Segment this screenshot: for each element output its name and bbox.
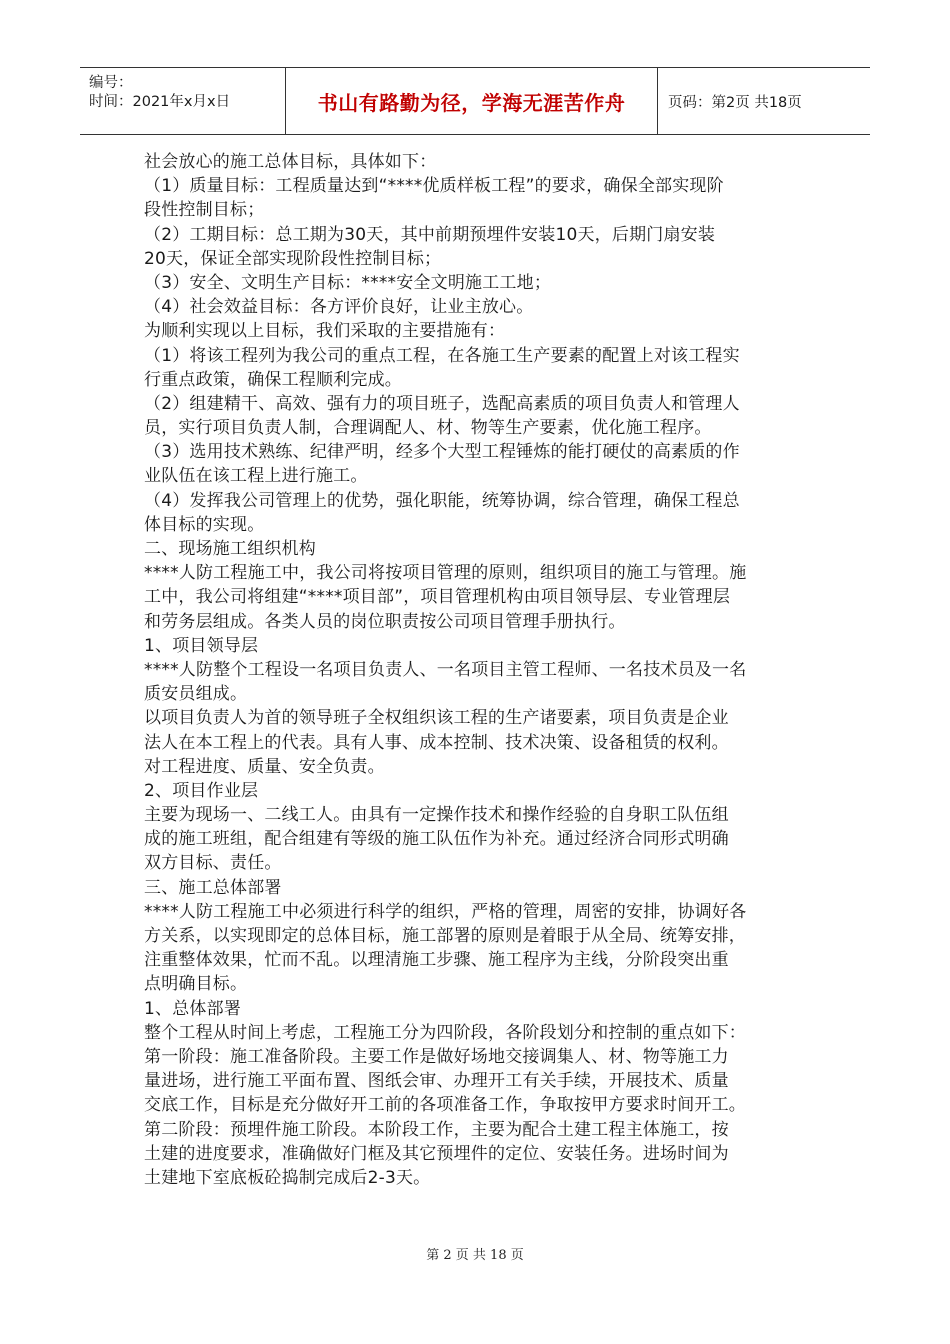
body-text-line: 以项目负责人为首的领导班子全权组织该工程的生产诸要素，项目负责是企业: [144, 708, 729, 729]
page-header: [80, 67, 870, 135]
body-text-line: 双方目标、责任。: [144, 853, 282, 874]
document-number-label: 编号：: [89, 75, 133, 91]
body-text-line: 三、施工总体部署: [144, 877, 282, 898]
body-text-line: 主要为现场一、二线工人。由具有一定操作技术和操作经验的自身职工队伍组: [144, 805, 729, 826]
body-text-line: 交底工作，目标是充分做好开工前的各项准备工作，争取按甲方要求时间开工。: [144, 1095, 746, 1116]
document-body: [144, 150, 810, 1190]
body-text-line: 方关系，以实现即定的总体目标，施工部署的原则是着眼于从全局、统筹安排，: [144, 926, 746, 946]
body-text-line: （4）社会效益目标：各方评价良好，让业主放心。: [144, 297, 534, 318]
body-text-line: （1）质量目标：工程质量达到“****优质样板工程”的要求，确保全部实现阶: [144, 176, 724, 197]
body-text-line: （2）工期目标：总工期为30天，其中前期预埋件安装10天，后期门扇安装: [144, 224, 716, 245]
body-text-line: 和劳务层组成。各类人员的岗位职责按公司项目管理手册执行。: [144, 611, 626, 632]
body-text-line: （1）将该工程列为我公司的重点工程，在各施工生产要素的配置上对该工程实: [144, 345, 740, 366]
body-text-line: 二、现场施工组织机构: [144, 539, 316, 559]
body-text-line: ****人防工程施工中，我公司将按项目管理的原则，组织项目的施工与管理。施: [144, 563, 747, 584]
header-motto: 书山有路勤为径，学海无涯苦作舟: [285, 68, 658, 134]
body-text-line: 土建的进度要求，准确做好门框及其它预埋件的定位、安装任务。进场时间为: [144, 1143, 729, 1164]
body-text-line: 段性控制目标；: [144, 200, 265, 221]
body-text-line: 工中，我公司将组建“****项目部”，项目管理机构由项目领导层、专业管理层: [144, 587, 731, 608]
body-text-line: 成的施工班组，配合组建有等级的施工队伍作为补充。通过经济合同形式明确: [144, 829, 729, 850]
body-text-line: 1、总体部署: [144, 998, 242, 1019]
header-page-info: 页码：第2页 共18页: [668, 94, 802, 111]
body-text-line: 第二阶段：预埋件施工阶段。本阶段工作，主要为配合土建工程主体施工，按: [144, 1119, 729, 1140]
body-text-line: ****人防工程施工中必须进行科学的组织，严格的管理，周密的安排，协调好各: [144, 901, 747, 922]
body-text-line: （3）选用技术熟练、纪律严明，经多个大型工程锤炼的能打硬仗的高素质的作: [144, 442, 740, 463]
body-text-line: 整个工程从时间上考虑，工程施工分为四阶段，各阶段划分和控制的重点如下：: [144, 1022, 746, 1043]
document-time-label: 时间：2021年x月x日: [89, 94, 231, 110]
body-text-line: 点明确目标。: [144, 974, 248, 995]
body-text-line: （3）安全、文明生产目标：****安全文明施工工地；: [144, 272, 552, 293]
body-text-line: 质安员组成。: [144, 684, 248, 705]
body-text-line: 行重点政策，确保工程顺利完成。: [144, 369, 402, 390]
page-footer: 第 2 页 共 18 页: [426, 1248, 524, 1263]
body-text-line: 为顺利实现以上目标，我们采取的主要措施有：: [144, 321, 506, 342]
body-text-line: 社会放心的施工总体目标，具体如下：: [144, 152, 437, 172]
body-text-line: 土建地下室底板砼捣制完成后2-3天。: [144, 1167, 431, 1188]
body-text-line: 2、项目作业层: [144, 780, 259, 801]
body-text-line: （4）发挥我公司管理上的优势，强化职能，统筹协调，综合管理，确保工程总: [144, 490, 740, 511]
body-text-line: 业队伍在该工程上进行施工。: [144, 466, 368, 487]
body-text-line: 体目标的实现。: [144, 514, 265, 535]
body-text-line: 第一阶段：施工准备阶段。主要工作是做好场地交接调集人、材、物等施工力: [144, 1046, 729, 1067]
body-text-line: 注重整体效果，忙而不乱。以理清施工步骤、施工程序为主线，分阶段突出重: [144, 950, 729, 971]
body-text-line: 员，实行项目负责人制，合理调配人、材、物等生产要素，优化施工程序。: [144, 418, 712, 439]
header-meta: [80, 68, 285, 134]
body-text-line: 法人在本工程上的代表。具有人事、成本控制、技术决策、设备租赁的权利。: [144, 732, 729, 753]
body-text-line: 对工程进度、质量、安全负责。: [144, 756, 385, 777]
body-text-line: ****人防整个工程设一名项目负责人、一名项目主管工程师、一名技术员及一名: [144, 659, 747, 680]
body-text-line: （2）组建精干、高效、强有力的项目班子，选配高素质的项目负责人和管理人: [144, 393, 740, 414]
body-text-line: 20天，保证全部实现阶段性控制目标；: [144, 248, 442, 269]
body-text-line: 量进场，进行施工平面布置、图纸会审、办理开工有关手续，开展技术、质量: [144, 1071, 729, 1092]
body-text-line: 1、项目领导层: [144, 635, 259, 656]
